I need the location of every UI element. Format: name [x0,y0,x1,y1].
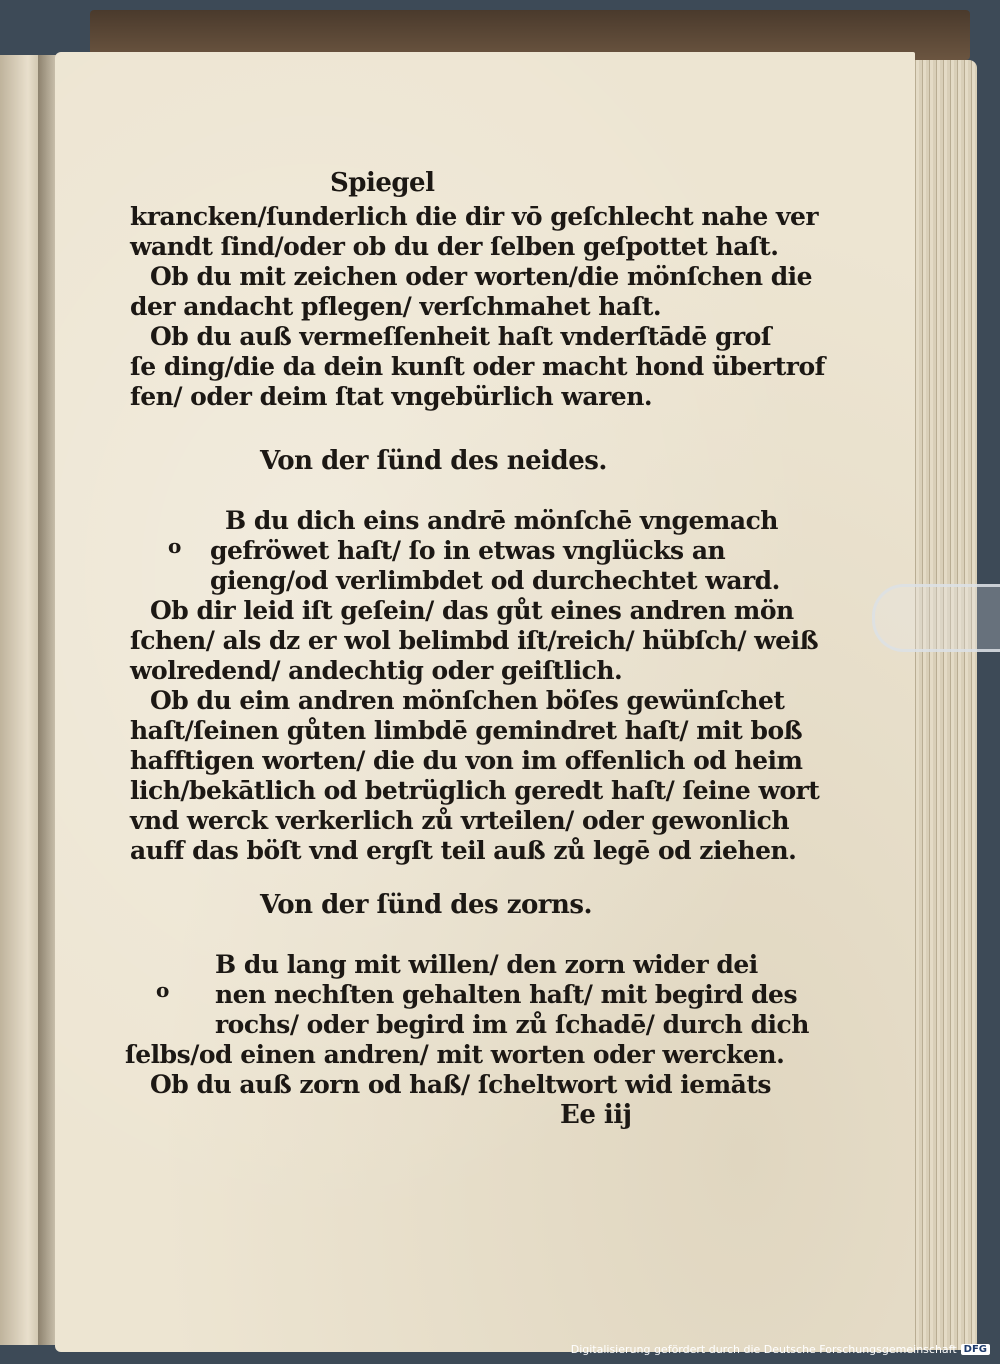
text-line: krancken/ſunderlich die dir vō geſchlecht nahe ver [130,202,819,231]
text-line: wolredend/ andechtig oder geiſtlich. [130,656,623,685]
text-line: ſelbs/od einen andren/ mit worten oder wercken. [125,1040,785,1069]
text-line: auff das böſt vnd ergſt teil auß zů legē od ziehen. [130,836,797,865]
text-line: ſchen/ als dz er wol belimbd iſt/reich/ hübſch/ weiß [130,626,819,655]
text-line: nen nechſten gehalten haſt/ mit begird des [215,980,798,1009]
text-line: rochs/ oder begird im zů ſchadē/ durch dich [215,1010,809,1039]
text-line: lich/bekātlich od betrüglich geredt haſt/ ſeine wort [130,776,820,805]
text-line: gieng/od verlimbdet od durchechtet ward. [210,566,780,595]
text-line: Ob du mit zeichen oder worten/die mönſchen die [150,262,813,291]
text-line: Ob du eim andren mönſchen böſes gewünſchet [150,686,785,715]
page-edges [905,60,977,1350]
text-line: vnd werck verkerlich zů vrteilen/ oder gewonlich [130,806,790,835]
paragraph-ornament: o [168,534,181,558]
footer-credit [571,1340,990,1358]
text-line: fen/ oder deim ſtat vngebürlich waren. [130,382,653,411]
text-line: der andacht pflegen/ verſchmahet haſt. [130,292,662,321]
text-line: hafftigen worten/ die du von im offenlich od heim [130,746,803,775]
text-line: haſt/ſeinen gůten limbdē gemindret haſt/ mit boß [130,716,803,745]
running-head: Spiegel [330,168,435,198]
text-line: B du dich eins andrē mönſchē vngemach [225,506,778,535]
footer-credit-text: Digitalisierung gefördert durch die Deutsche Forschungsgemeinschaft [570,1342,957,1356]
text-line: Ob du auß zorn od haß/ ſcheltwort wid iemāts [150,1070,771,1099]
section-heading: Von der ſünd des zorns. [260,890,593,920]
section-heading: Von der ſünd des neides. [260,446,607,476]
text-line: gefröwet haſt/ ſo in etwas vnglücks an [210,536,726,565]
text-line: Ob du auß vermeſſenheit haſt vnderſtādē groſ [150,322,772,351]
text-line: ſe ding/die da dein kunſt oder macht hond übertrof [130,352,825,381]
text-line: wandt ſind/oder ob du der ſelben geſpottet haſt. [130,232,779,261]
left-page-edge [0,55,40,1345]
paper-clip [872,584,1000,652]
paragraph-ornament: o [156,978,169,1002]
signature-mark: Ee iij [560,1100,632,1130]
text-line: B du lang mit willen/ den zorn wider dei [215,950,758,979]
text-line: Ob dir leid iſt geſein/ das gůt eines andren mön [150,596,794,625]
dfg-logo: DFG [961,1344,990,1355]
